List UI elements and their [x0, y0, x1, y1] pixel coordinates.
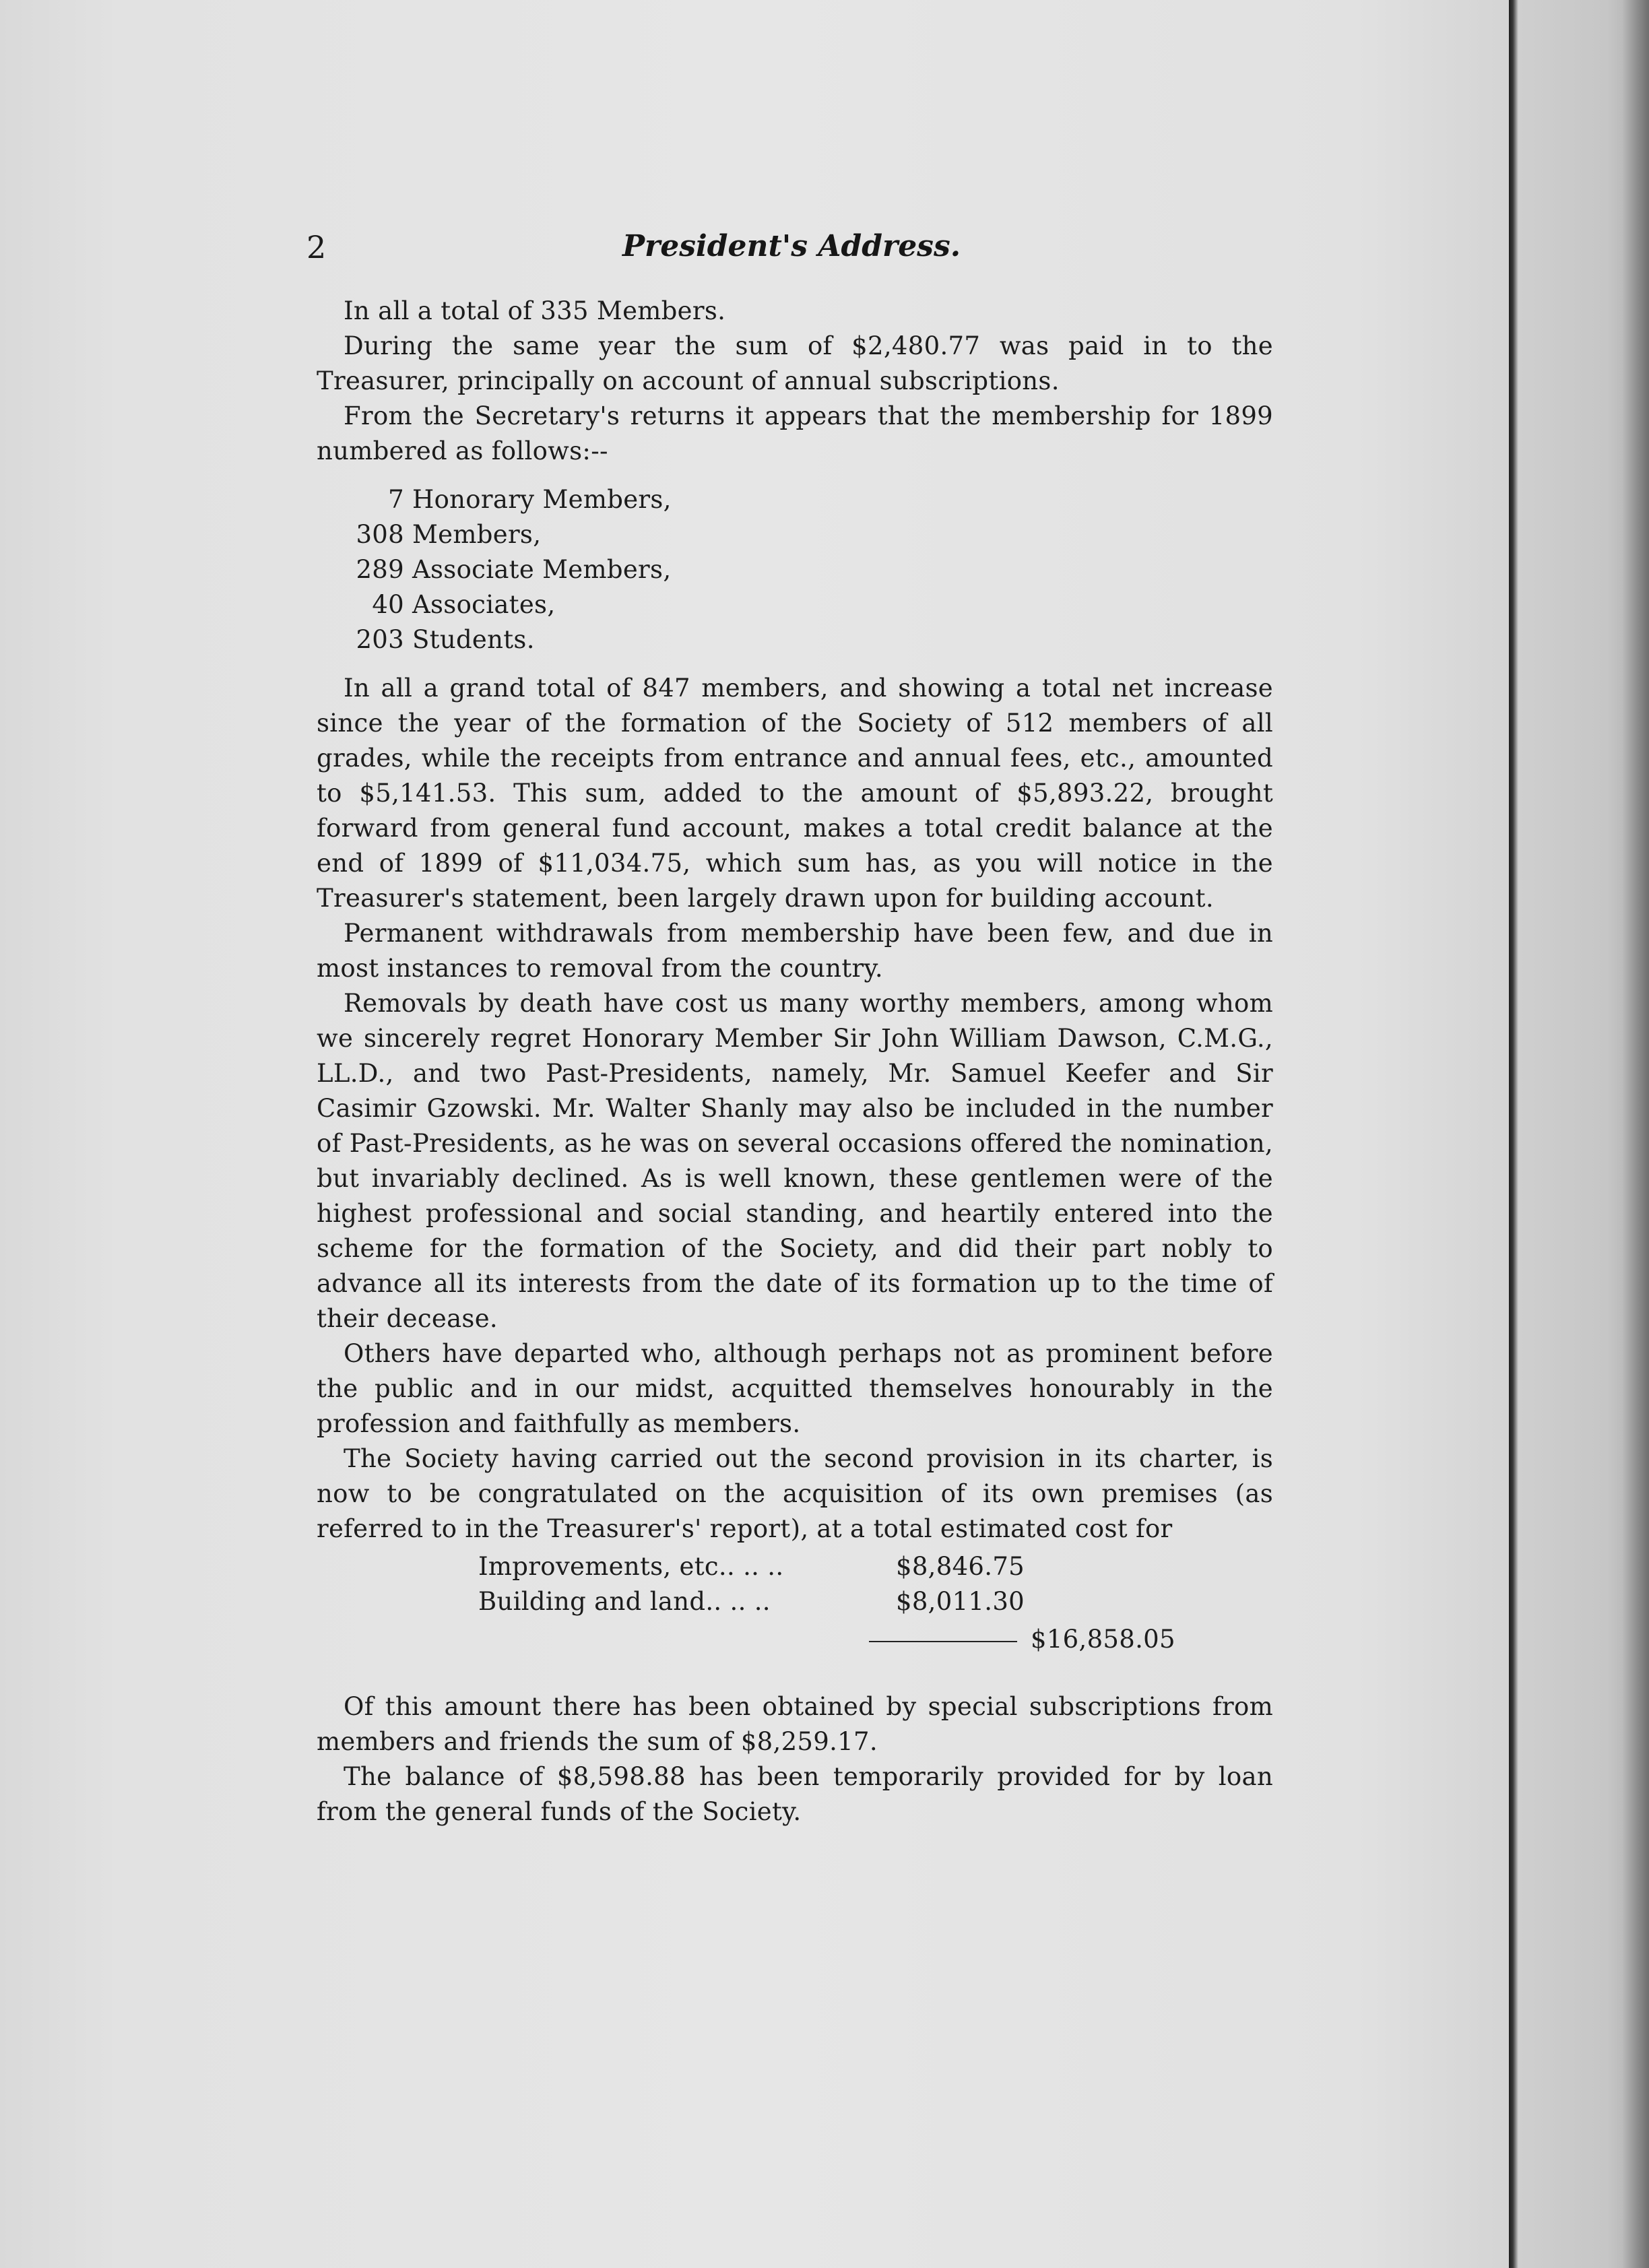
document-body [317, 294, 1273, 1829]
list-item [350, 587, 1273, 622]
cost-total: $16,858.05 [1031, 1625, 1175, 1654]
membership-list [350, 482, 1273, 657]
cost-amount: $8,011.30 [896, 1587, 1025, 1616]
member-count: 203 [356, 625, 404, 654]
list-item [350, 622, 1273, 657]
member-category: Associates, [412, 590, 556, 619]
edge-shadow [1622, 0, 1649, 2268]
member-category: Members, [412, 520, 542, 549]
member-count: 289 [356, 555, 404, 584]
paragraph-others-departed: Others have departed who, although perhaps not as prominent before the public and in our midst, acquitted themselves honourably in the profession and faithfully as members. [317, 1339, 1273, 1438]
paragraph-special-subscriptions: Of this amount there has been obtained by special subscriptions from members and friends the sum of $8,259.17. [317, 1692, 1273, 1756]
spacer [317, 1660, 1273, 1689]
list-item [350, 517, 1273, 552]
page-header [306, 229, 1276, 269]
paragraph-premises: The Society having carried out the second provision in its charter, is now to be congratulated on the acquisition of its own premises (as referred to in the Treasurer's' report), at a total estimated cost for [317, 1444, 1273, 1543]
running-title: President's Address. [622, 229, 961, 263]
cost-label: Improvements, etc.. .. .. [478, 1552, 784, 1581]
cost-row [478, 1549, 1253, 1584]
member-category: Associate Members, [412, 555, 672, 584]
page-number: 2 [306, 229, 327, 265]
paragraph-grand-total: In all a grand total of 847 members, and showing a total net increase since the year of the formation of the Society of 512 members of all grades, while the receipts from entrance and annual fees, etc., amounted to $5,141.53. This sum, added to the amount of $5,893.22, brought forward from general fund account, makes a total credit balance at the end of 1899 of $11,034.75, which sum has, as you will notice in the Treasurer's statement, been largely drawn upon for building account. [317, 674, 1273, 913]
member-count: 40 [372, 590, 404, 619]
cost-total-row [478, 1619, 1253, 1660]
total-rule [869, 1641, 1017, 1642]
cost-row [478, 1584, 1253, 1619]
paragraph-total-members: In all a total of 335 Members. [344, 296, 726, 325]
member-count: 308 [356, 520, 404, 549]
list-item [350, 552, 1273, 587]
list-item [350, 482, 1273, 517]
paragraph-secretary-returns: From the Secretary's returns it appears that the membership for 1899 numbered as follows:-- [317, 401, 1273, 465]
cost-amount: $8,846.75 [896, 1552, 1025, 1581]
member-category: Honorary Members, [412, 485, 672, 514]
member-category: Students. [412, 625, 535, 654]
binding-edge [1509, 0, 1649, 2268]
cost-table [478, 1549, 1253, 1660]
paragraph-withdrawals: Permanent withdrawals from membership have been few, and due in most instances to removal from the country. [317, 919, 1273, 983]
cost-label: Building and land.. .. .. [478, 1587, 771, 1616]
member-count: 7 [388, 485, 404, 514]
paragraph-balance-loan: The balance of $8,598.88 has been temporarily provided for by loan from the general funds of the Society. [317, 1762, 1273, 1826]
paragraph-subscriptions: During the same year the sum of $2,480.77 was paid in to the Treasurer, principally on account of annual subscriptions. [317, 331, 1273, 395]
paragraph-removals-by-death: Removals by death have cost us many worthy members, among whom we sincerely regret Honorary Member Sir John William Dawson, C.M.G., LL.D., and two Past-Presidents, namely, Mr. Samuel Keefer and Sir Casimir Gzowski. Mr. Walter Shanly may also be included in the number of Past-Presidents, as he was on several occasions offered the nomination, but invariably declined. As is well known, these gentlemen were of the highest professional and social standing, and heartily entered into the scheme for the formation of the Society, and did their part nobly to advance all its interests from the date of its formation up to the time of their decease. [317, 989, 1273, 1333]
